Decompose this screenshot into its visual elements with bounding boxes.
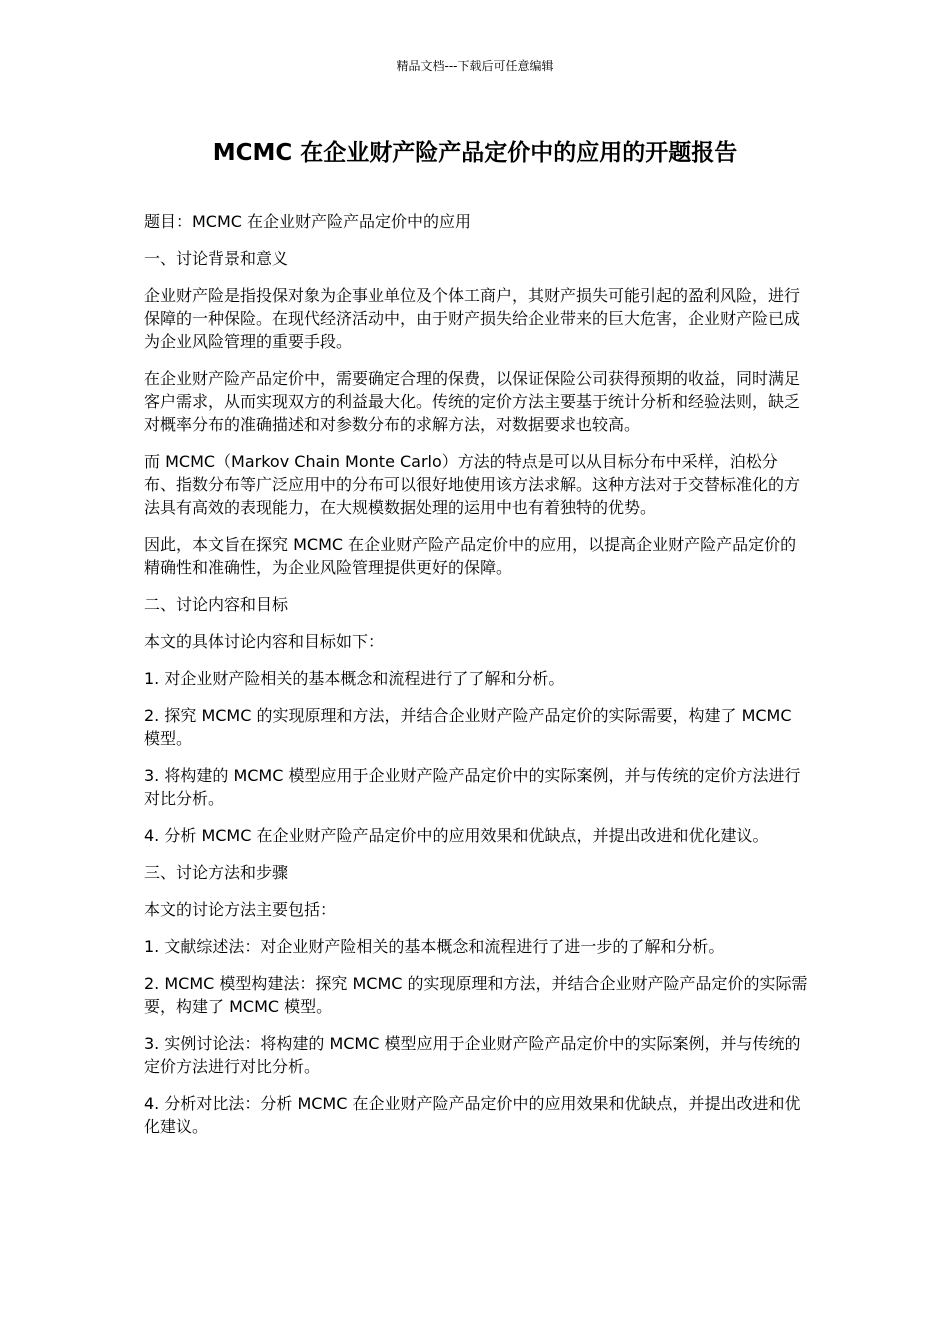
list-item: 4. 分析对比法：分析 MCMC 在企业财产险产品定价中的应用效果和优缺点，并提出改进和优化建议。 (144, 1094, 801, 1136)
section-heading-background: 一、讨论背景和意义 (144, 249, 289, 268)
paragraph: 因此，本文旨在探究 MCMC 在企业财产险产品定价中的应用，以提高企业财产险产品定价的精确性和准确性，为企业风险管理提供更好的保障。 (144, 535, 797, 577)
page-header: 精品文档---下载后可任意编辑 (396, 59, 554, 73)
list-item: 2. 探究 MCMC 的实现原理和方法，并结合企业财产险产品定价的实际需要，构建了 MCMC 模型。 (144, 706, 792, 748)
paragraph: 企业财产险是指投保对象为企事业单位及个体工商户，其财产损失可能引起的盈利风险，进行保障的一种保险。在现代经济活动中，由于财产损失给企业带来的巨大危害，企业财产险已成为企业风险管理的重要手段。 (144, 286, 801, 351)
list-item: 3. 实例讨论法：将构建的 MCMC 模型应用于企业财产险产品定价中的实际案例，并与传统的定价方法进行对比分析。 (144, 1034, 801, 1076)
paragraph: 本文的具体讨论内容和目标如下： (144, 632, 385, 651)
list-item: 3. 将构建的 MCMC 模型应用于企业财产险产品定价中的实际案例，并与传统的定价方法进行对比分析。 (144, 766, 801, 808)
document-body (144, 210, 808, 1152)
section-heading-methods: 三、讨论方法和步骤 (144, 863, 289, 882)
paragraph: 而 MCMC（Markov Chain Monte Carlo）方法的特点是可以从目标分布中采样，泊松分布、指数分布等广泛应用中的分布可以很好地使用该方法求解。这种方法对于交替标准化的方法具有高效的表现能力，在大规模数据处理的运用中也有着独特的优势。 (144, 452, 801, 517)
paragraph: 在企业财产险产品定价中，需要确定合理的保费，以保证保险公司获得预期的收益，同时满足客户需求，从而实现双方的利益最大化。传统的定价方法主要基于统计分析和经验法则，缺乏对概率分布的准确描述和对参数分布的求解方法，对数据要求也较高。 (144, 369, 801, 434)
list-item: 1. 对企业财产险相关的基本概念和流程进行了了解和分析。 (144, 669, 565, 688)
list-item: 1. 文献综述法：对企业财产险相关的基本概念和流程进行了进一步的了解和分析。 (144, 937, 725, 956)
paragraph: 本文的讨论方法主要包括： (144, 900, 337, 919)
paragraph-topic: 题目：MCMC 在企业财产险产品定价中的应用 (144, 212, 472, 231)
list-item: 2. MCMC 模型构建法：探究 MCMC 的实现原理和方法，并结合企业财产险产品定价的实际需要，构建了 MCMC 模型。 (144, 974, 808, 1016)
list-item: 4. 分析 MCMC 在企业财产险产品定价中的应用效果和优缺点，并提出改进和优化建议。 (144, 826, 769, 845)
section-heading-content: 二、讨论内容和目标 (144, 595, 289, 614)
document-title: MCMC 在企业财产险产品定价中的应用的开题报告 (212, 140, 738, 166)
